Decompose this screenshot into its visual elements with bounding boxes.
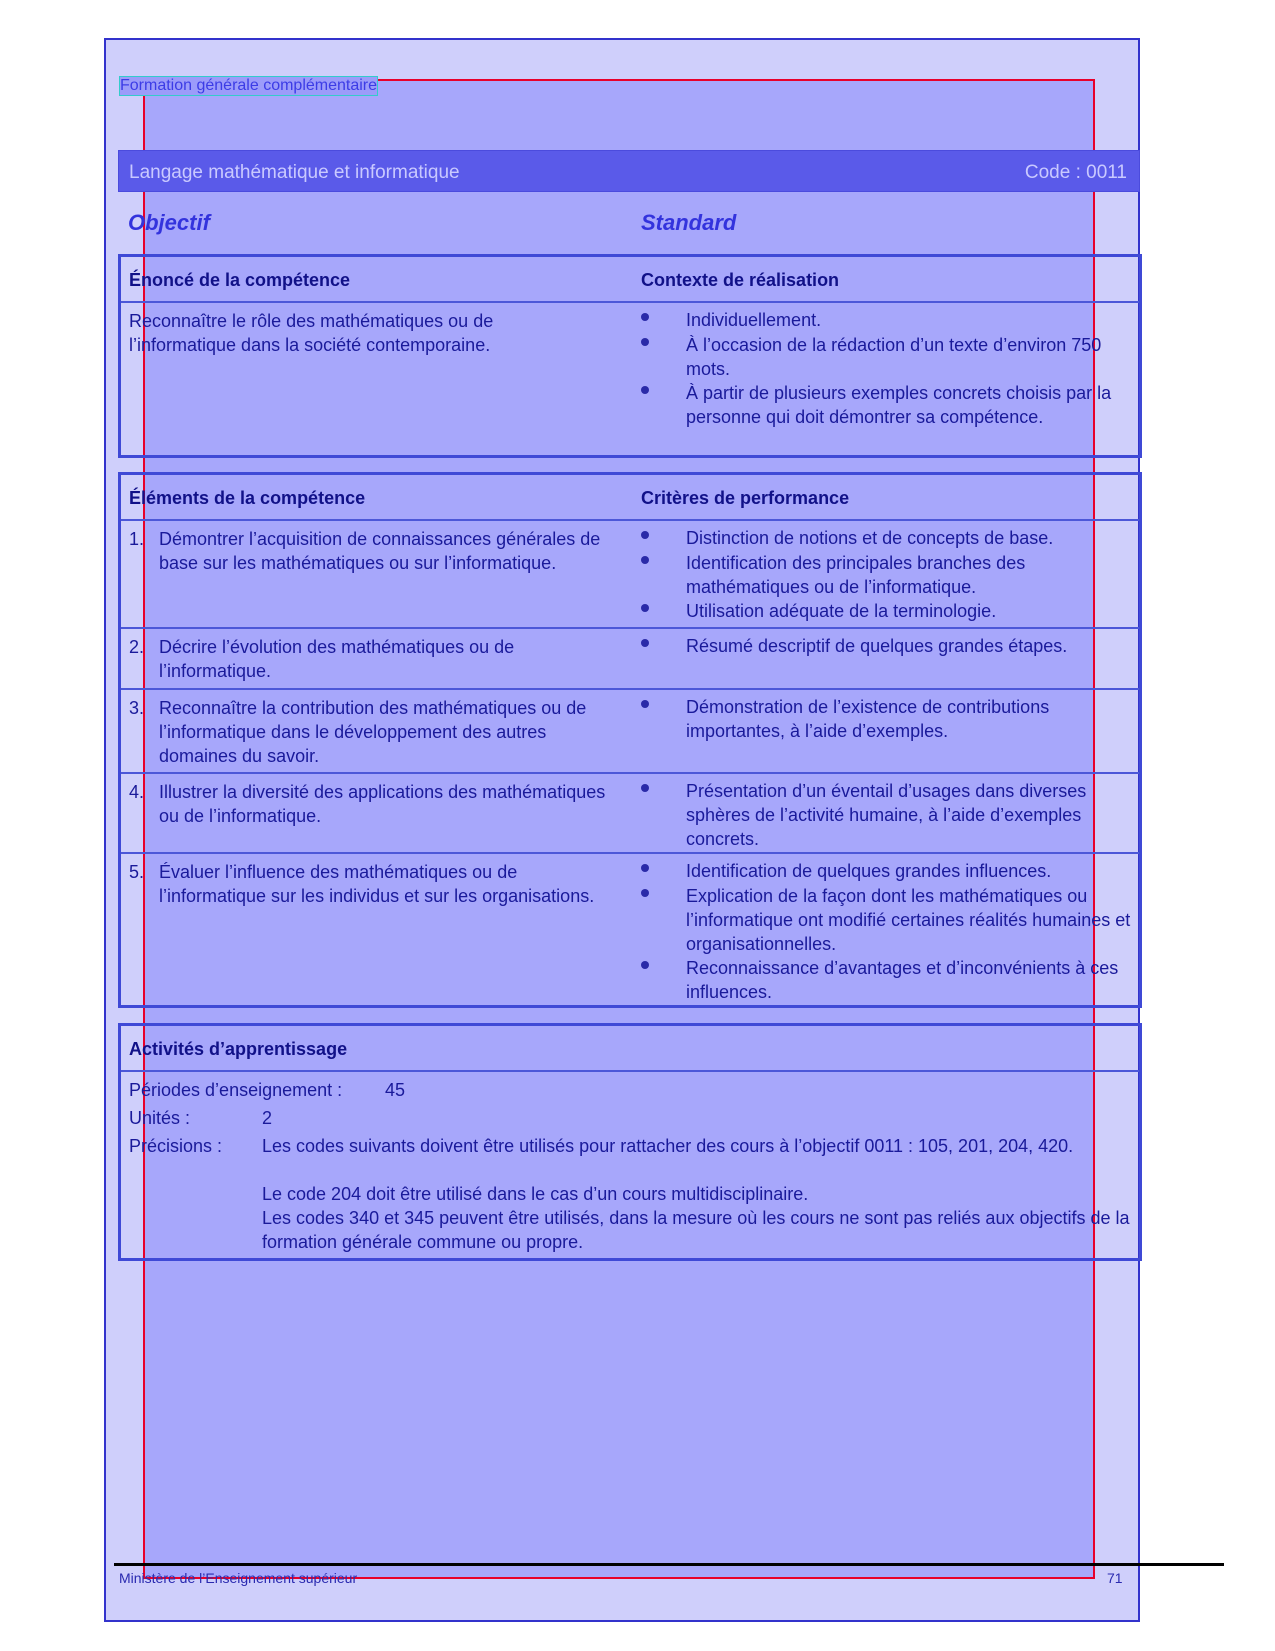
bullet-icon bbox=[641, 531, 649, 539]
context-item: Individuellement. bbox=[641, 308, 1136, 332]
criteria-heading: Critères de performance bbox=[641, 488, 850, 508]
objective-heading: Objectif bbox=[128, 210, 210, 235]
context-item: À partir de plusieurs exemples concrets choisis par la personne qui doit démontrer sa compétence. bbox=[641, 381, 1136, 429]
row-divider bbox=[121, 852, 1139, 854]
element-number: 2. bbox=[129, 637, 145, 657]
element-text: Décrire l’évolution des mathématiques ou de l’informatique. bbox=[159, 637, 515, 681]
element-row-3 bbox=[129, 696, 629, 768]
element-row-4 bbox=[129, 780, 629, 828]
periods-label: Périodes d’enseignement : bbox=[129, 1080, 343, 1100]
precision-item: Le code 204 doit être utilisé dans le cas d’un cours multidisciplinaire. bbox=[262, 1184, 809, 1204]
bullet-icon bbox=[641, 961, 649, 969]
page-title: Langage mathématique et informatique bbox=[129, 162, 460, 183]
objective-code: Code : 0011 bbox=[1024, 162, 1127, 183]
element-text: Démontrer l’acquisition de connaissances générales de base sur les mathématiques ou sur l’informatique. bbox=[159, 529, 601, 573]
criterion-item: Démonstration de l’existence de contributions importantes, à l’aide d’exemples. bbox=[641, 695, 1136, 743]
standard-heading: Standard bbox=[641, 210, 737, 235]
criterion-item: Distinction de notions et de concepts de base. bbox=[641, 526, 1136, 550]
precisions-label: Précisions : bbox=[129, 1136, 223, 1156]
periods-value: 45 bbox=[385, 1080, 406, 1100]
context-item: À l’occasion de la rédaction d’un texte d’environ 750 mots. bbox=[641, 333, 1136, 381]
bullet-icon bbox=[641, 604, 649, 612]
elements-heading: Éléments de la compétence bbox=[129, 488, 366, 508]
page-number: 71 bbox=[1107, 1570, 1123, 1586]
title-bar bbox=[118, 150, 1140, 192]
element-text: Illustrer la diversité des applications des mathématiques ou de l’informatique. bbox=[159, 782, 606, 826]
units-label: Unités : bbox=[129, 1108, 191, 1128]
bullet-icon bbox=[641, 338, 649, 346]
row-divider bbox=[121, 772, 1139, 774]
divider bbox=[121, 301, 1139, 303]
element-text: Évaluer l’influence des mathématiques ou de l’informatique sur les individus et sur les organisations. bbox=[159, 862, 595, 906]
element-text: Reconnaître la contribution des mathématiques ou de l’informatique dans le développement des autres domaines du savoir. bbox=[159, 698, 587, 766]
program-name: Formation générale complémentaire bbox=[120, 77, 378, 94]
criterion-item: Identification de quelques grandes influences. bbox=[641, 859, 1136, 883]
competence-section bbox=[118, 254, 1142, 458]
divider bbox=[121, 1070, 1139, 1072]
competence-statement: Reconnaître le rôle des mathématiques ou de l’informatique dans la société contemporaine. bbox=[129, 311, 494, 355]
statement-heading: Énoncé de la compétence bbox=[129, 270, 351, 290]
element-number: 5. bbox=[129, 862, 145, 882]
bullet-icon bbox=[641, 313, 649, 321]
precision-item: Les codes 340 et 345 peuvent être utilisés, dans la mesure où les cours ne sont pas reliés aux objectifs de la formation générale commune ou propre. bbox=[262, 1208, 1130, 1252]
criterion-item: Résumé descriptif de quelques grandes étapes. bbox=[641, 634, 1136, 658]
row-divider bbox=[121, 627, 1139, 629]
criterion-item: Reconnaissance d’avantages et d’inconvénients à ces influences. bbox=[641, 956, 1136, 1004]
element-number: 1. bbox=[129, 529, 145, 549]
activities-heading: Activités d’apprentissage bbox=[129, 1039, 348, 1059]
element-number: 3. bbox=[129, 698, 145, 718]
bullet-icon bbox=[641, 639, 649, 647]
footer-rule bbox=[114, 1563, 1224, 1566]
criterion-item: Identification des principales branches des mathématiques ou de l’informatique. bbox=[641, 551, 1136, 599]
bullet-icon bbox=[641, 386, 649, 394]
bullet-icon bbox=[641, 556, 649, 564]
divider bbox=[121, 519, 1139, 521]
bullet-icon bbox=[641, 700, 649, 708]
bullet-icon bbox=[641, 864, 649, 872]
element-row-2 bbox=[129, 635, 629, 683]
bullet-icon bbox=[641, 784, 649, 792]
criterion-item: Présentation d’un éventail d’usages dans diverses sphères de l’activité humaine, à l’aide d’exemples concrets. bbox=[641, 779, 1136, 851]
element-row-1 bbox=[129, 527, 629, 575]
criterion-item: Utilisation adéquate de la terminologie. bbox=[641, 599, 1136, 623]
row-divider bbox=[121, 688, 1139, 690]
footer-ministry: Ministère de l’Enseignement supérieur bbox=[119, 1570, 358, 1586]
elements-section bbox=[118, 472, 1142, 1008]
criterion-item: Explication de la façon dont les mathématiques ou l’informatique ont modifié certaines réalités humaines et organisationnelles. bbox=[641, 884, 1136, 956]
units-value: 2 bbox=[262, 1108, 273, 1128]
activities-section bbox=[118, 1023, 1142, 1261]
element-number: 4. bbox=[129, 782, 145, 802]
bullet-icon bbox=[641, 889, 649, 897]
element-row-5 bbox=[129, 860, 629, 908]
context-heading: Contexte de réalisation bbox=[641, 270, 840, 290]
precision-item: Les codes suivants doivent être utilisés pour rattacher des cours à l’objectif 0011 : 105, 201, 204, 420. bbox=[262, 1136, 1074, 1156]
